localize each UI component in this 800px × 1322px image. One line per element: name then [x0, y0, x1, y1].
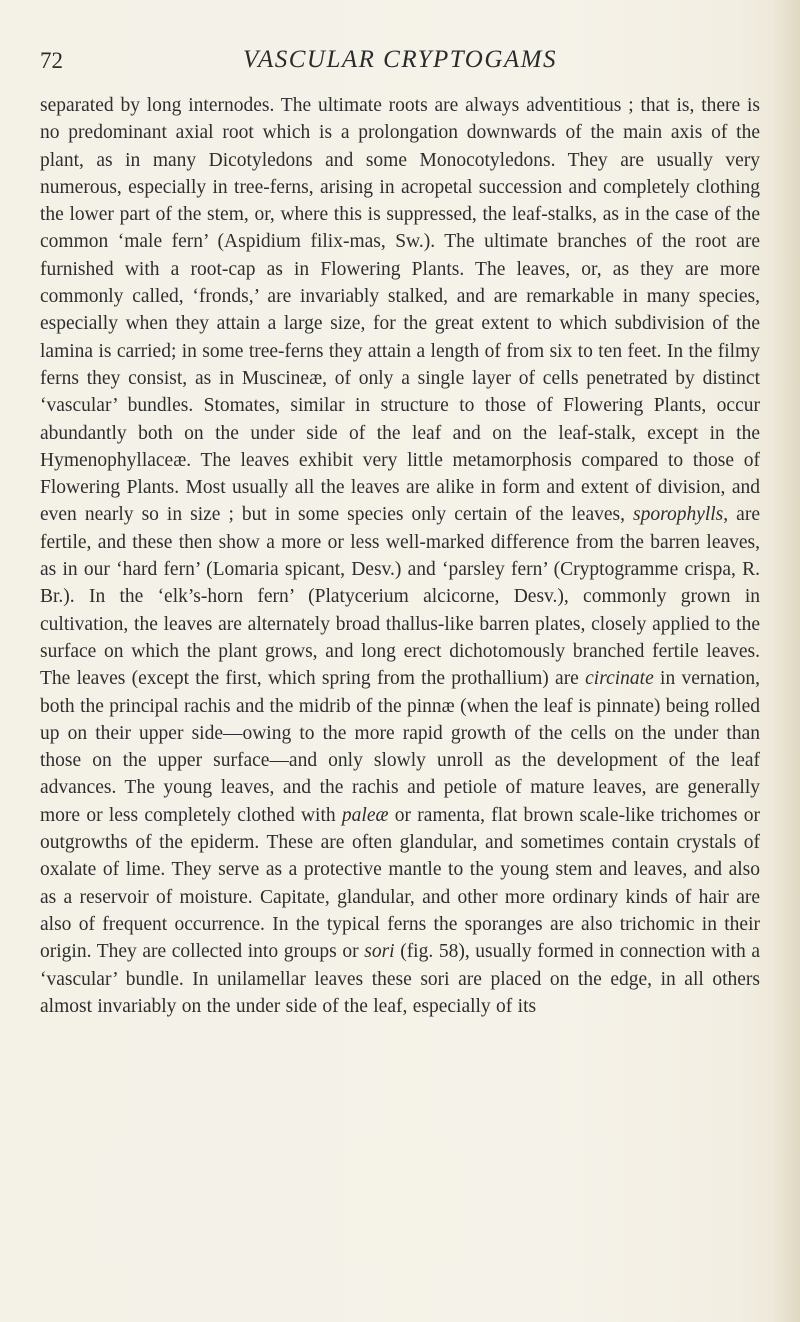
text-segment: or ramenta, flat brown scale-like trichomes or outgrowths of the epiderm. These are often glandular, and sometimes contain crystals of oxalate of lime. They serve as a protective mantle to the young stem and leaves, and also as a reservoir of moisture. Capitate, glandular, and other more ordinary kinds of hair are also of frequent occurrence. In the typical ferns the sporanges are also trichomic in their origin. They are collected into groups or [40, 804, 760, 963]
italic-term-sporophylls: sporophylls [632, 504, 724, 526]
paragraph [40, 92, 760, 1020]
page-edge-shadow [772, 0, 800, 1322]
italic-term-sori: sori [364, 941, 395, 963]
body-text [40, 92, 760, 1020]
text-segment: separated by long internodes. The ultimate roots are always adventitious ; that is, there is no predominant axial root which is a prolongation downwards of the main axis of the plant, as in many Dicotyledons and some Monocotyledons. They are usually very numerous, especially in tree-ferns, arising in acropetal succession and completely clothing the lower part of the stem, or, where this is suppressed, the leaf-stalks, as in the case of the common ‘male fern’ (Aspidium filix-mas, Sw.). The ultimate branches of the root are furnished with a root-cap as in Flowering Plants. The leaves, or, as they are more commonly called, ‘fronds,’ are invariably stalked, and are remarkable in many species, especially when they attain a large size, for the great extent to which subdivision of the lamina is carried; in some tree-ferns they attain a length of from six to ten feet. In the filmy ferns they consist, as in Muscineæ, of only a single layer of cells penetrated by distinct ‘vascular’ bundles. Stomates, similar in structure to those of Flowering Plants, occur abundantly both on the under side of the leaf and on the leaf-stalk, except in the Hymenophyllaceæ. The leaves exhibit very little metamorphosis compared to those of Flowering Plants. Most usually all the leaves are alike in form and extent of division, and even nearly so in size ; but in some species only certain of the leaves, [40, 95, 760, 526]
page-number: 72 [40, 48, 63, 73]
running-head: VASCULAR CRYPTOGAMS [243, 46, 557, 73]
page-header [40, 44, 760, 84]
text-segment: in vernation, both the principal rachis and the midrib of the pinnæ (when the leaf is pinnate) being rolled up on their upper side—owing to the more rapid growth of the cells on the under than those on the upper surface—and only slowly unroll as the development of the leaf advances. The young leaves, and the rachis and petiole of mature leaves, are generally more or less completely clothed with [40, 668, 760, 826]
italic-term-circinate: circinate [585, 668, 654, 690]
italic-term-paleae: paleæ [341, 804, 389, 826]
text-segment: (fig. 58), usually formed in connection with a ‘vascular’ bundle. In unilamellar leaves these sori are placed on the edge, in all others almost invariably on the under side of the leaf, especially of its [40, 941, 760, 1017]
text-segment: , are fertile, and these then show a more or less well-marked difference from the barren leaves, as in our ‘hard fern’ (Lomaria spicant, Desv.) and ‘parsley fern’ (Cryptogramme crispa, R. Br.). In the ‘elk’s-horn fern’ (Platycerium alcicorne, Desv.), commonly grown in cultivation, the leaves are alternately broad thallus-like barren plates, closely applied to the surface on which the plant grows, and long erect dichotomously branched fertile leaves. The leaves (except the first, which spring from the prothallium) are [40, 504, 760, 690]
